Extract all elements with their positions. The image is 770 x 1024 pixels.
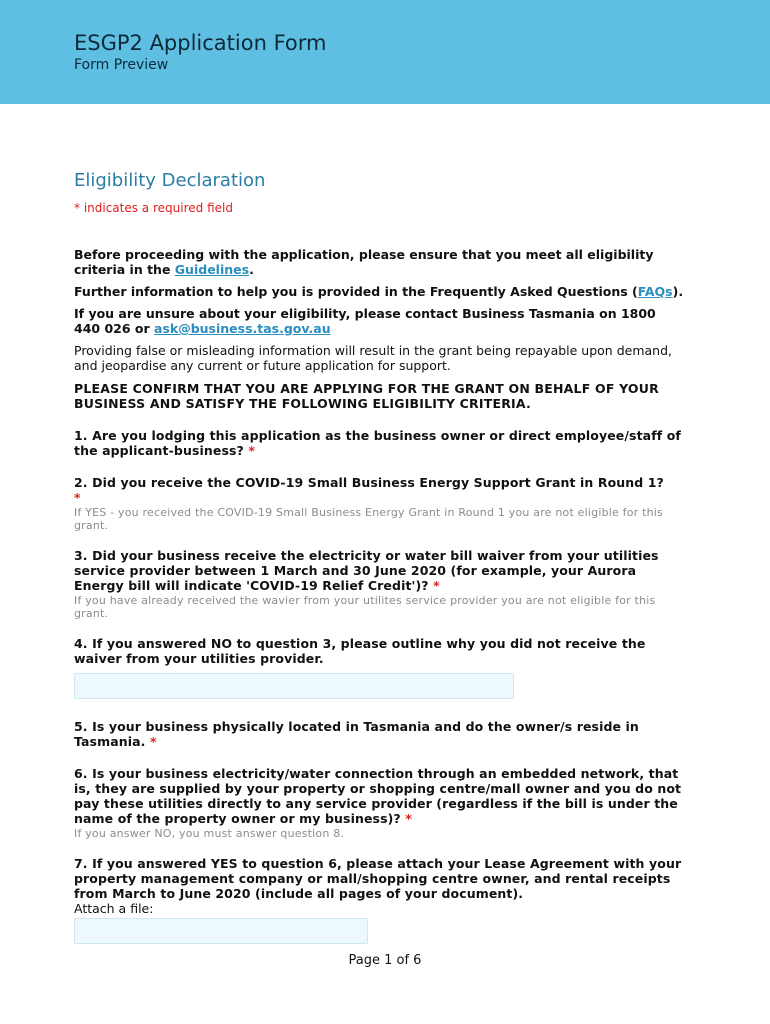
- intro-confirm: PLEASE CONFIRM THAT YOU ARE APPLYING FOR THE GRANT ON BEHALF OF YOUR BUSINESS AND SATISFY THE FOLLOWING ELIGIBILITY CRITERIA.: [74, 381, 659, 411]
- required-star: *: [433, 578, 440, 593]
- required-star: *: [405, 811, 412, 826]
- question-6: [74, 766, 684, 840]
- section-title: Eligibility Declaration: [74, 170, 266, 191]
- email-link[interactable]: ask@business.tas.gov.au: [154, 321, 331, 336]
- form-content: [74, 170, 684, 944]
- form-title: ESGP2 Application Form: [74, 31, 327, 55]
- question-5: [74, 719, 684, 749]
- question-5-text: 5. Is your business physically located in Tasmania and do the owner/s reside in Tasmania.: [74, 719, 639, 749]
- intro-faqs-text: Further information to help you is provided in the Frequently Asked Questions (: [74, 284, 638, 299]
- required-star: *: [149, 734, 157, 749]
- faqs-link[interactable]: FAQs: [637, 284, 673, 299]
- question-3-text: 3. Did your business receive the electricity or water bill waiver from your utilities service provider between 1 March and 30 June 2020 (for example, your Aurora Energy bill will indicate 'COVID-19 Relief Credit')?: [74, 548, 659, 593]
- question-2-help: If YES - you received the COVID-19 Small Business Energy Grant in Round 1 you are not eligible for this grant.: [74, 506, 663, 532]
- form-subtitle: Form Preview: [74, 57, 169, 73]
- question-7: [74, 856, 684, 944]
- page-indicator: Page 1 of 6: [348, 953, 422, 968]
- intro-faqs-end: ).: [672, 284, 684, 299]
- question-3-help: If you have already received the wavier from your utilites service provider you are not eligible for this grant.: [74, 594, 656, 620]
- required-field-note: * indicates a required field: [74, 201, 233, 215]
- question-7-text: 7. If you answered YES to question 6, please attach your Lease Agreement with your property management company or mall/shopping centre owner, and rental receipts from March to June 2020 (include all pages of your document).: [74, 856, 682, 901]
- intro-guidelines-text: Before proceeding with the application, please ensure that you meet all eligibility criteria in the: [74, 247, 654, 277]
- question-6-help: If you answer NO, you must answer question 8.: [74, 827, 345, 840]
- question-4: [74, 636, 684, 699]
- question-1-text: 1. Are you lodging this application as the business owner or direct employee/staff of the applicant-business?: [74, 428, 681, 458]
- required-star: *: [248, 443, 255, 458]
- form-header: [0, 0, 770, 104]
- intro-warning: Providing false or misleading information will result in the grant being repayable upon demand, and jeopardise any current or future application for support.: [74, 343, 672, 373]
- intro-guidelines: [74, 247, 684, 277]
- intro-contact-text: If you are unsure about your eligibility, please contact Business Tasmania on 1800 440 026 or: [74, 306, 656, 336]
- question-2: [74, 475, 684, 532]
- attach-file-input[interactable]: [74, 918, 368, 944]
- attach-file-label: Attach a file:: [74, 901, 154, 916]
- question-4-textarea[interactable]: [74, 673, 514, 699]
- guidelines-link[interactable]: Guidelines: [174, 262, 250, 277]
- intro-guidelines-end: .: [249, 262, 254, 277]
- question-3: [74, 548, 684, 620]
- question-4-text: 4. If you answered NO to question 3, please outline why you did not receive the waiver from your utilities provider.: [74, 636, 646, 666]
- required-star: *: [74, 490, 81, 505]
- intro-faqs: [74, 284, 684, 299]
- question-6-text: 6. Is your business electricity/water connection through an embedded network, that is, they are supplied by your property or shopping centre/mall owner and you do not pay these utilities directly to any service provider (regardless if the bill is under the name of the property owner or my business)?: [74, 766, 682, 826]
- question-2-text: 2. Did you receive the COVID-19 Small Business Energy Support Grant in Round 1?: [74, 475, 664, 490]
- intro-contact: [74, 306, 684, 336]
- question-1: [74, 428, 684, 458]
